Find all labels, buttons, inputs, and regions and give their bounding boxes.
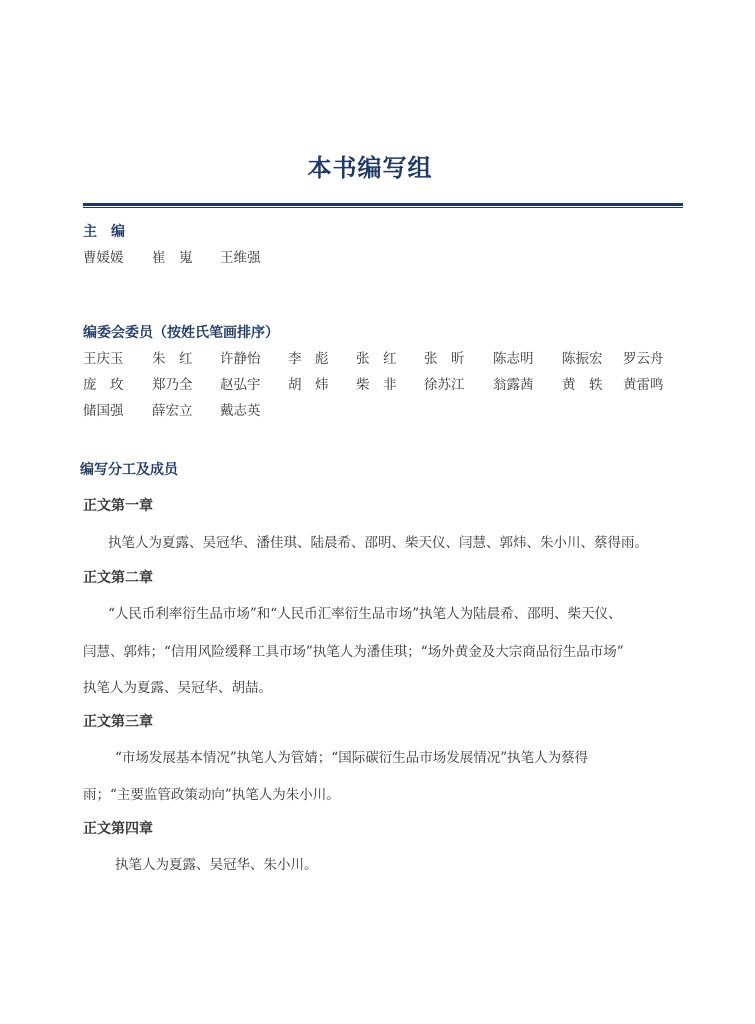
committee-member: 黄雷鸣 [623,377,664,393]
committee-member: 徐苏江 [424,377,465,393]
committee-member: 胡 炜 [288,377,329,393]
chapter-heading: 正文第三章 [83,714,153,730]
committee-member: 郑乃全 [152,377,193,393]
chapter-text-line: “市场发展基本情况”执笔人为管婧；“国际碳衍生品市场发展情况”执笔人为蔡得 [115,750,589,766]
committee-member: 许静怡 [220,351,261,367]
committee-member: 朱 红 [152,351,193,367]
committee-member: 储国强 [83,403,124,419]
chief-editor-name: 曹媛媛 [83,250,124,266]
committee-member: 黄 轶 [562,377,603,393]
chapter-text-line: 雨；“主要监管政策动向”执笔人为朱小川。 [83,787,340,803]
chapter-heading: 正文第四章 [83,821,153,837]
title-rule-thick [83,203,683,206]
committee-member: 赵弘宇 [220,377,261,393]
committee-member: 张 红 [356,351,397,367]
committee-member: 庞 玫 [83,377,124,393]
committee-heading: 编委会委员（按姓氏笔画排序） [83,325,279,341]
division-heading: 编写分工及成员 [80,462,178,478]
chapter-heading: 正文第二章 [83,570,153,586]
committee-member: 戴志英 [220,403,261,419]
chief-editor-heading: 主 编 [83,224,125,240]
committee-member: 陈志明 [493,351,534,367]
chapter-text-line: “人民币利率衍生品市场”和“人民币汇率衍生品市场”执笔人为陆晨希、邵明、柴天仪、 [108,606,622,622]
committee-member: 张 昕 [424,351,465,367]
committee-member: 王庆玉 [83,351,124,367]
chapter-text-line: 执笔人为夏露、吴冠华、朱小川。 [115,857,318,873]
chief-editor-name: 王维强 [220,250,261,266]
page-title: 本书编写组 [307,154,433,182]
committee-member: 柴 非 [356,377,397,393]
committee-member: 薛宏立 [152,403,193,419]
title-rule-thin [83,207,683,208]
chapter-text-line: 执笔人为夏露、吴冠华、潘佳琪、陆晨希、邵明、柴天仪、闫慧、郭炜、朱小川、蔡得雨。 [108,535,648,551]
chief-editor-name: 崔 嵬 [152,250,193,266]
committee-member: 李 彪 [288,351,329,367]
committee-member: 翁露茜 [493,377,534,393]
committee-member: 罗云舟 [623,351,664,367]
chapter-text-line: 执笔人为夏露、吴冠华、胡喆。 [83,680,272,696]
chapter-text-line: 闫慧、郭炜；“信用风险缓释工具市场”执笔人为潘佳琪；“场外黄金及大宗商品衍生品市场” [83,644,624,660]
chapter-heading: 正文第一章 [83,498,153,514]
committee-member: 陈振宏 [562,351,603,367]
